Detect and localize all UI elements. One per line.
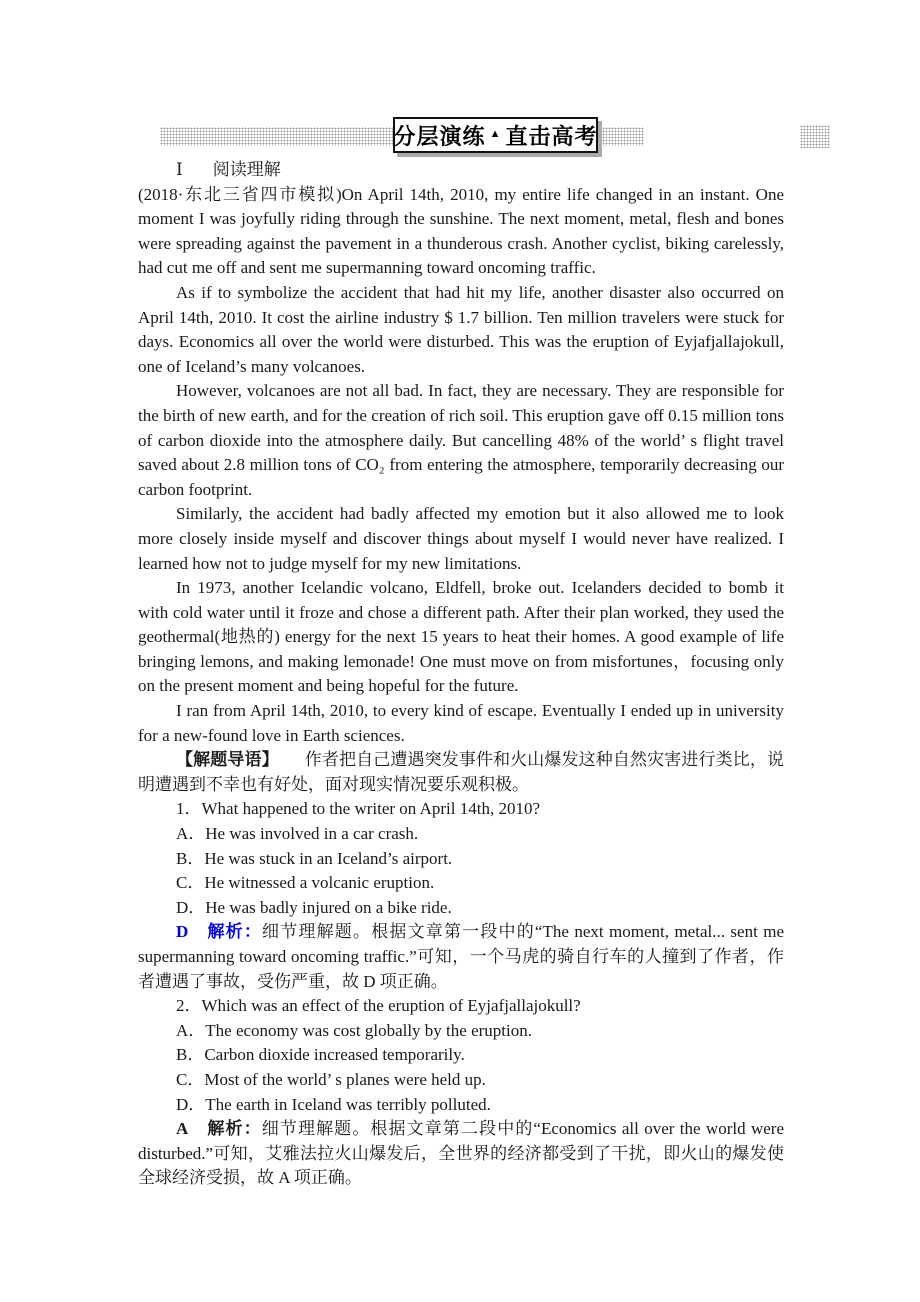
section-title: 阅读理解 bbox=[212, 160, 281, 179]
option-text: Carbon dioxide increased temporarily. bbox=[204, 1045, 465, 1065]
banner-title-part2: 直击高考 bbox=[505, 123, 598, 149]
passage-paragraph: However, volcanoes are not all bad. In fact, they are necessary. They are responsible for the birth of new earth, and for the creation of rich soil. This eruption gave off 0.15 million tons of carbon dioxide into the atmosphere daily. But cancelling 48% of the world’ s flight travel saved about 2.8 million tons of CO₂ from entering the atmosphere, temporarily decreasing our carbon footprint. bbox=[138, 381, 784, 499]
guide-text: 作者把自己遭遇突发事件和火山爆发这种自然灾害进行类比，说明遭遇到不幸也有好处，面对现实情况要乐观积极。 bbox=[138, 750, 785, 794]
analysis-tag: 解析： bbox=[206, 922, 263, 942]
question-text: What happened to the writer on April 14th, 2010? bbox=[201, 799, 540, 819]
question-1-answer-analysis bbox=[138, 920, 784, 994]
question-2-stem bbox=[138, 994, 784, 1019]
analysis-tag: 解析： bbox=[206, 1119, 262, 1139]
passage-paragraph: Similarly, the accident had badly affected my emotion but it also allowed me to look more closely inside myself and discover things about myself I would never have realized. I learned how not to judge myself for my new limitations. bbox=[138, 504, 784, 573]
question-2-option-b bbox=[138, 1043, 784, 1068]
analysis-text: 细节理解题。根据文章第一段中的“The next moment, metal... sent me supermanning toward oncoming traffic.”可知，一个马虎的骑自行车的人撞到了作者，作者遭遇了事故，受伤严重，故 D 项正确。 bbox=[138, 922, 784, 991]
question-2-option-c bbox=[138, 1068, 784, 1093]
banner-title-part1: 分层演练 bbox=[393, 123, 486, 149]
question-1-option-c bbox=[138, 871, 784, 896]
option-text: Most of the world’ s planes were held up. bbox=[204, 1069, 486, 1089]
halftone-pattern-left bbox=[160, 127, 393, 146]
question-2-answer-analysis bbox=[138, 1117, 784, 1191]
option-label: B． bbox=[176, 848, 205, 868]
option-text: He was stuck in an Iceland’s airport. bbox=[204, 848, 453, 868]
halftone-pattern-right bbox=[800, 125, 830, 148]
option-label: D． bbox=[176, 897, 206, 917]
guide-label: 【解题导语】 bbox=[176, 750, 279, 770]
analysis-text: 细节理解题。根据文章第二段中的“Economics all over the world were disturbed.”可知，艾雅法拉火山爆发后，全世界的经济都受到了干扰，即火山的爆发使全球经济受损，故 A 项正确。 bbox=[138, 1119, 784, 1188]
passage-paragraph: In 1973, another Icelandic volcano, Eldfell, broke out. Icelanders decided to bomb it with cold water until it froze and chose a different path. After their plan worked, they used the geothermal(地热的) energy for the next 15 years to heat their homes. A good example of life bringing lemons, and making lemonade! One must move on from misfortunes，focusing only on the present moment and being hopeful for the future. bbox=[138, 578, 784, 696]
guide-note bbox=[138, 748, 784, 797]
question-1-option-a bbox=[138, 822, 784, 847]
question-2-option-d bbox=[138, 1093, 784, 1118]
answer-letter: A bbox=[176, 1119, 189, 1139]
option-label: A． bbox=[176, 1020, 206, 1040]
option-label: D． bbox=[176, 1094, 206, 1114]
option-text: The earth in Iceland was terribly polluted. bbox=[205, 1094, 491, 1114]
option-label: C． bbox=[176, 873, 205, 893]
section-heading bbox=[138, 158, 784, 183]
option-text: He was badly injured on a bike ride. bbox=[205, 897, 452, 917]
question-1-option-d bbox=[138, 896, 784, 921]
question-2-option-a bbox=[138, 1019, 784, 1044]
answer-letter: D bbox=[176, 922, 189, 942]
halftone-pattern-mid bbox=[602, 127, 644, 146]
passage-paragraph: I ran from April 14th, 2010, to every kind of escape. Eventually I ended up in university for a new-found love in Earth sciences. bbox=[138, 701, 784, 745]
banner-title-box bbox=[393, 117, 598, 153]
exercise-content bbox=[138, 158, 784, 1191]
section-banner bbox=[0, 117, 920, 157]
passage-paragraph: (2018·东北三省四市模拟)On April 14th, 2010, my entire life changed in an instant. One moment I was joyfully riding through the sunshine. The next moment, metal, flesh and bones were spreading against the pavement in a thunderous crash. Another cyclist, biking carelessly, had cut me off and sent me supermanning toward oncoming traffic. bbox=[138, 184, 784, 278]
triangle-separator-icon: ▲ bbox=[489, 128, 502, 140]
option-label: C． bbox=[176, 1069, 205, 1089]
option-text: The economy was cost globally by the eruption. bbox=[205, 1020, 532, 1040]
option-label: B． bbox=[176, 1045, 205, 1065]
option-label: A． bbox=[176, 824, 206, 844]
question-text: Which was an effect of the eruption of Eyjafjallajokull? bbox=[201, 996, 581, 1016]
question-1-stem bbox=[138, 797, 784, 822]
section-numeral: Ⅰ bbox=[176, 160, 183, 179]
question-1-option-b bbox=[138, 847, 784, 872]
passage-paragraph: As if to symbolize the accident that had hit my life, another disaster also occurred on April 14th, 2010. It cost the airline industry $ 1.7 billion. Ten million travelers were stuck for days. Economics all over the world were disturbed. This was the eruption of Eyjafjallajokull, one of Iceland’s many volcanoes. bbox=[138, 282, 784, 376]
question-number: 2． bbox=[176, 996, 202, 1016]
option-text: He witnessed a volcanic eruption. bbox=[204, 873, 435, 893]
option-text: He was involved in a car crash. bbox=[205, 824, 419, 844]
question-number: 1． bbox=[176, 799, 202, 819]
